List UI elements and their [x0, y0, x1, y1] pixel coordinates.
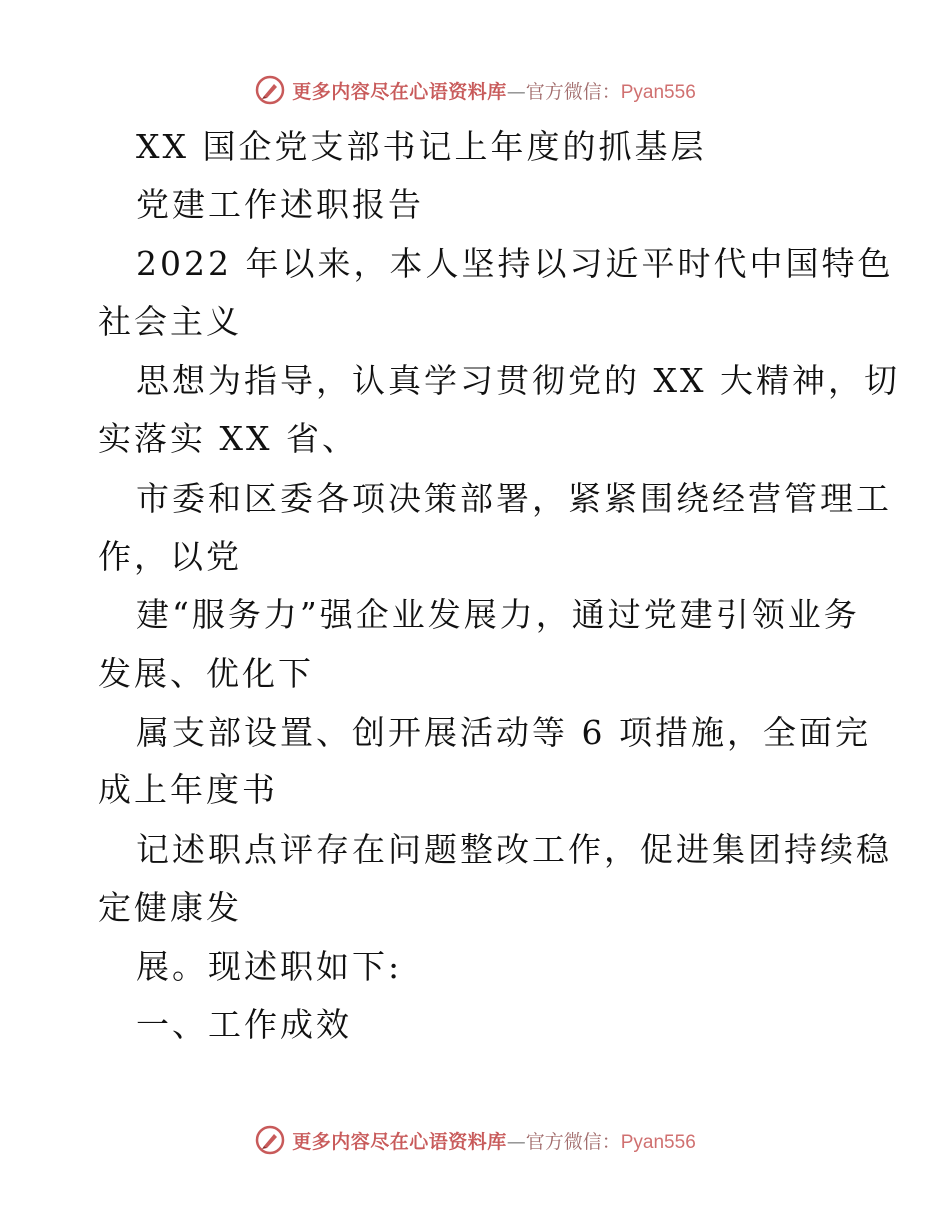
pen-nib-logo-icon: [254, 1124, 286, 1156]
section-heading: 一、工作成效: [136, 1005, 352, 1044]
watermark-wechat-label: 官方微信：: [525, 1130, 621, 1153]
watermark-wechat-id: Pyan556: [620, 81, 696, 103]
watermark-main-text: 更多内容尽在心语资料库: [292, 1130, 507, 1153]
watermark-text: [292, 1127, 696, 1154]
paragraph-line: 定健康发: [98, 888, 242, 927]
paragraph-line: 属支部设置、创开展活动等 6 项措施，全面完: [136, 713, 871, 752]
paragraph-line: 2022 年以来，本人坚持以习近平时代中国特色: [136, 244, 894, 283]
paragraph-line: 展。现述职如下:: [136, 947, 403, 986]
watermark-header: [0, 70, 950, 110]
watermark-main-text: 更多内容尽在心语资料库: [292, 80, 507, 103]
paragraph-line: 实落实 XX 省、: [98, 419, 358, 458]
paragraph-line: 记述职点评存在问题整改工作，促进集团持续稳: [136, 830, 892, 869]
paragraph-line: 发展、优化下: [98, 654, 314, 693]
paragraph-line: 建“服务力”强企业发展力，通过党建引领业务: [136, 595, 860, 634]
paragraph-line: 社会主义: [98, 302, 242, 341]
doc-title-line-2: 党建工作述职报告: [136, 185, 424, 224]
paragraph-line: 成上年度书: [98, 770, 278, 809]
watermark-footer: [0, 1120, 950, 1160]
watermark-text: [292, 77, 696, 104]
watermark-wechat-label: 官方微信：: [525, 80, 621, 103]
paragraph-line: 作，以党: [98, 537, 242, 576]
pen-nib-logo-icon: [254, 74, 286, 106]
doc-title-line-1: XX 国企党支部书记上年度的抓基层: [136, 127, 707, 166]
watermark-dash: —: [506, 1130, 526, 1153]
paragraph-line: 市委和区委各项决策部署，紧紧围绕经营管理工: [136, 479, 892, 518]
watermark-dash: —: [506, 80, 526, 103]
paragraph-line: 思想为指导，认真学习贯彻党的 XX 大精神，切: [136, 361, 900, 400]
watermark-wechat-id: Pyan556: [620, 1131, 696, 1153]
